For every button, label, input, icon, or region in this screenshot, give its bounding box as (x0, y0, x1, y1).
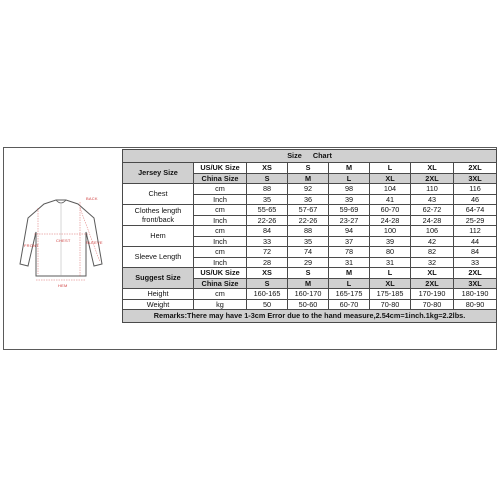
size-chart-table (122, 149, 497, 323)
size-cell: XL (370, 173, 411, 184)
table-cell: 35 (288, 236, 329, 247)
unit-cell: Inch (194, 236, 247, 247)
table-cell: 100 (370, 226, 411, 237)
table-cell: 112 (454, 226, 497, 237)
remarks-note: Remarks:There may have 1-3cm Error due to the hand measure,2.54cm=1inch.1kg=2.2lbs. (123, 310, 497, 323)
table-cell: 180-190 (454, 289, 497, 300)
size-cell: 2XL (411, 173, 454, 184)
table-cell: 23-27 (329, 215, 370, 226)
size-cell: 3XL (454, 173, 497, 184)
hem-row-label: Hem (123, 226, 194, 247)
unit-cell: Inch (194, 194, 247, 205)
table-cell: 160-165 (247, 289, 288, 300)
table-cell: 98 (329, 184, 370, 195)
table-cell: 32 (411, 257, 454, 268)
size-cell: M (329, 163, 370, 174)
jersey-size-label: Jersey Size (123, 163, 194, 184)
table-cell: 41 (370, 194, 411, 205)
table-cell: 59-69 (329, 205, 370, 216)
table-cell: 80-90 (454, 299, 497, 310)
size-cell: S (247, 173, 288, 184)
unit-cell: cm (194, 184, 247, 195)
table-cell: 46 (454, 194, 497, 205)
table-cell: 92 (288, 184, 329, 195)
unit-cell: Inch (194, 215, 247, 226)
size-cell: XL (411, 268, 454, 279)
table-cell: 84 (454, 247, 497, 258)
table-title: Size Chart (123, 150, 497, 163)
table-cell: 24-28 (411, 215, 454, 226)
size-cell: 2XL (454, 268, 497, 279)
us-uk-size-label: US/UK Size (194, 268, 247, 279)
sleeve-length-label: Sleeve Length (123, 247, 194, 268)
table-cell: 160-170 (288, 289, 329, 300)
size-cell: 2XL (411, 278, 454, 289)
table-cell: 175-185 (370, 289, 411, 300)
size-cell: L (329, 173, 370, 184)
table-cell: 22-26 (247, 215, 288, 226)
table-cell: 29 (288, 257, 329, 268)
height-label: Height (123, 289, 194, 300)
size-cell: L (370, 268, 411, 279)
table-cell: 24-28 (370, 215, 411, 226)
chest-label: Chest (123, 184, 194, 205)
table-cell: 42 (411, 236, 454, 247)
size-cell: M (329, 268, 370, 279)
table-cell: 78 (329, 247, 370, 258)
table-cell: 72 (247, 247, 288, 258)
table-cell: 33 (247, 236, 288, 247)
chest-label: CHEST (56, 238, 71, 243)
sleeve-label: SLEEVE (86, 240, 103, 245)
table-cell: 104 (370, 184, 411, 195)
table-cell: 31 (329, 257, 370, 268)
table-cell: 165-175 (329, 289, 370, 300)
table-cell: 80 (370, 247, 411, 258)
size-cell: 2XL (454, 163, 497, 174)
table-cell: 35 (247, 194, 288, 205)
jersey-diagram (4, 148, 122, 349)
table-cell: 88 (288, 226, 329, 237)
table-cell: 39 (329, 194, 370, 205)
back-label: BACK (86, 196, 98, 201)
table-cell: 74 (288, 247, 329, 258)
table-cell: 110 (411, 184, 454, 195)
hem-label: HEM (58, 283, 68, 288)
size-cell: XS (247, 268, 288, 279)
table-cell: 88 (247, 184, 288, 195)
table-cell: 94 (329, 226, 370, 237)
table-cell: 37 (329, 236, 370, 247)
size-cell: M (288, 173, 329, 184)
table-cell: 22-26 (288, 215, 329, 226)
unit-cell: Inch (194, 257, 247, 268)
suggest-size-label: Suggest Size (123, 268, 194, 289)
table-cell: 43 (411, 194, 454, 205)
table-cell: 57-67 (288, 205, 329, 216)
size-cell: L (329, 278, 370, 289)
unit-cell: cm (194, 226, 247, 237)
table-cell: 31 (370, 257, 411, 268)
table-cell: 64-74 (454, 205, 497, 216)
table-cell: 25-29 (454, 215, 497, 226)
size-cell: L (370, 163, 411, 174)
table-cell: 60-70 (329, 299, 370, 310)
clothes-length-label: Clothes length front/back (123, 205, 194, 226)
china-size-label: China Size (194, 173, 247, 184)
size-cell: XL (370, 278, 411, 289)
table-cell: 55-65 (247, 205, 288, 216)
unit-cell: kg (194, 299, 247, 310)
table-cell: 28 (247, 257, 288, 268)
size-cell: XS (247, 163, 288, 174)
us-uk-size-label: US/UK Size (194, 163, 247, 174)
table-cell: 70-80 (370, 299, 411, 310)
table-cell: 60-70 (370, 205, 411, 216)
table-cell: 82 (411, 247, 454, 258)
size-cell: XL (411, 163, 454, 174)
table-cell: 50 (247, 299, 288, 310)
size-cell: S (288, 163, 329, 174)
table-cell: 62-72 (411, 205, 454, 216)
table-cell: 50-60 (288, 299, 329, 310)
size-cell: 3XL (454, 278, 497, 289)
unit-cell: cm (194, 247, 247, 258)
table-cell: 70-80 (411, 299, 454, 310)
table-cell: 33 (454, 257, 497, 268)
table-cell: 36 (288, 194, 329, 205)
table-cell: 44 (454, 236, 497, 247)
size-cell: S (288, 268, 329, 279)
front-label: FRONT (24, 243, 39, 248)
table-cell: 84 (247, 226, 288, 237)
unit-cell: cm (194, 205, 247, 216)
table-cell: 39 (370, 236, 411, 247)
table-cell: 106 (411, 226, 454, 237)
unit-cell: cm (194, 289, 247, 300)
table-cell: 170-190 (411, 289, 454, 300)
china-size-label: China Size (194, 278, 247, 289)
size-cell: M (288, 278, 329, 289)
size-cell: S (247, 278, 288, 289)
jersey-illustration (4, 148, 122, 349)
weight-label: Weight (123, 299, 194, 310)
table-cell: 116 (454, 184, 497, 195)
